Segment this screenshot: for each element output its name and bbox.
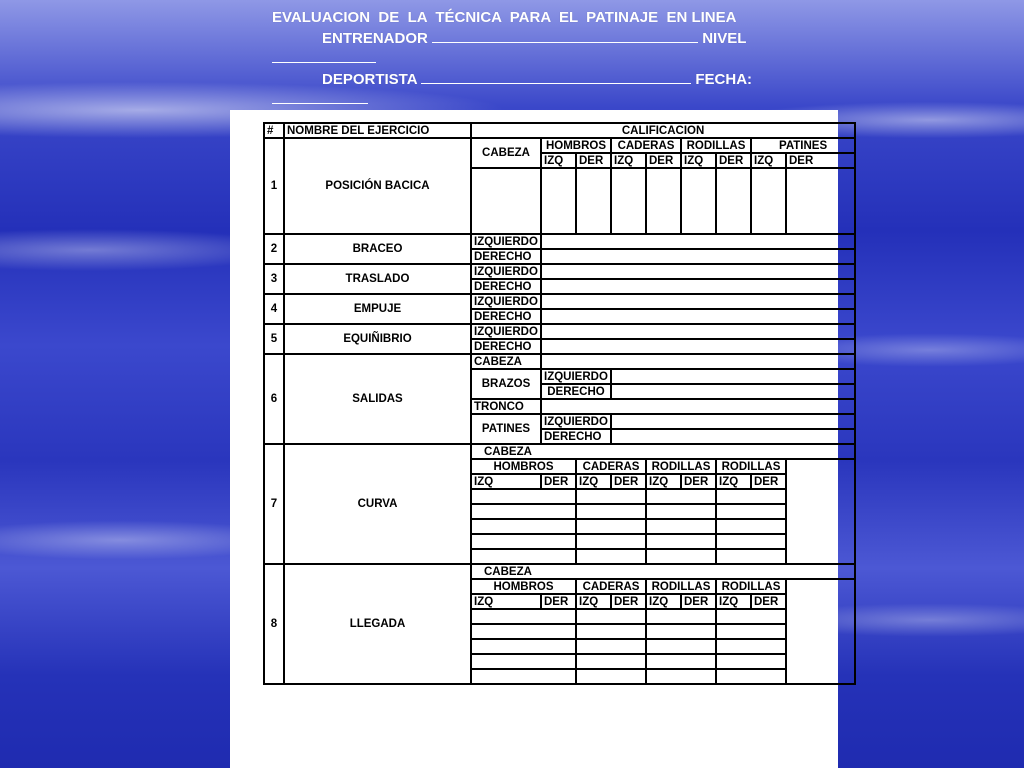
score-cell[interactable]	[716, 489, 786, 504]
score-cell[interactable]	[471, 519, 576, 534]
ex8-right-3: DER	[681, 594, 716, 609]
ex7-right-2: DER	[611, 474, 646, 489]
exercise-8-name: LLEGADA	[284, 564, 471, 684]
score-cell[interactable]	[576, 168, 611, 234]
score-cell[interactable]	[646, 549, 716, 564]
exercise-4-name: EMPUJE	[284, 294, 471, 324]
athlete-line	[272, 69, 812, 90]
ex1-skates-left: IZQ	[751, 153, 786, 168]
ex3-right-score[interactable]	[541, 279, 855, 294]
score-cell[interactable]	[576, 504, 646, 519]
score-cell[interactable]	[576, 489, 646, 504]
ex7-right-3: DER	[681, 474, 716, 489]
score-cell[interactable]	[576, 609, 646, 624]
exercise-5-number: 5	[264, 324, 284, 354]
score-cell[interactable]	[576, 624, 646, 639]
score-cell[interactable]	[576, 669, 646, 684]
score-cell[interactable]	[576, 519, 646, 534]
ex3-left-label: IZQUIERDO	[471, 264, 541, 279]
ex8-left-3: IZQ	[646, 594, 681, 609]
ex8-knees2-label: RODILLAS	[716, 579, 786, 594]
score-cell[interactable]	[786, 168, 855, 234]
score-cell[interactable]	[576, 549, 646, 564]
score-cell[interactable]	[646, 534, 716, 549]
col-score-header: CALIFICACION	[471, 123, 855, 138]
ex8-left-2: IZQ	[576, 594, 611, 609]
ex7-left-2: IZQ	[576, 474, 611, 489]
exercise-2-name: BRACEO	[284, 234, 471, 264]
score-cell[interactable]	[471, 549, 576, 564]
score-cell[interactable]	[471, 534, 576, 549]
exercise-4-number: 4	[264, 294, 284, 324]
ex6-skates-left-score[interactable]	[611, 414, 855, 429]
ex2-right-score[interactable]	[541, 249, 855, 264]
level-label: NIVEL	[702, 29, 747, 47]
score-cell[interactable]	[716, 624, 786, 639]
ex7-right-1: DER	[541, 474, 576, 489]
score-cell[interactable]	[716, 168, 751, 234]
date-blank[interactable]	[272, 89, 368, 104]
ex6-arms-label: BRAZOS	[471, 369, 541, 399]
ex8-head-label: CABEZA	[471, 564, 855, 579]
score-cell[interactable]	[716, 654, 786, 669]
ex3-left-score[interactable]	[541, 264, 855, 279]
exercise-8-number: 8	[264, 564, 284, 684]
ex1-knees-right: DER	[716, 153, 751, 168]
ex7-knees-label: RODILLAS	[646, 459, 716, 474]
score-cell[interactable]	[576, 654, 646, 669]
evaluation-table	[263, 122, 856, 685]
score-cell[interactable]	[541, 168, 576, 234]
exercise-6-number: 6	[264, 354, 284, 444]
level-line	[272, 48, 812, 69]
ex8-knees-label: RODILLAS	[646, 579, 716, 594]
score-cell[interactable]	[716, 669, 786, 684]
evaluation-sheet	[230, 110, 838, 768]
ex4-right-label: DERECHO	[471, 309, 541, 324]
ex4-left-label: IZQUIERDO	[471, 294, 541, 309]
ex6-head-label: CABEZA	[471, 354, 541, 369]
ex8-shoulders-label: HOMBROS	[471, 579, 576, 594]
ex6-trunk-label: TRONCO	[471, 399, 541, 414]
ex5-right-label: DERECHO	[471, 339, 541, 354]
coach-blank[interactable]	[432, 28, 698, 43]
exercise-1-name: POSICIÓN BACICA	[284, 138, 471, 234]
ex1-skates-right: DER	[786, 153, 855, 168]
ex6-head-score[interactable]	[541, 354, 855, 369]
ex8-empty-area	[786, 579, 855, 684]
ex5-left-score[interactable]	[541, 324, 855, 339]
score-cell[interactable]	[646, 609, 716, 624]
ex1-skates-label: PATINES	[751, 138, 855, 153]
score-cell[interactable]	[471, 504, 576, 519]
level-blank[interactable]	[272, 48, 376, 63]
score-cell[interactable]	[471, 654, 576, 669]
score-cell[interactable]	[716, 534, 786, 549]
ex8-left-4: IZQ	[716, 594, 751, 609]
ex1-head-score[interactable]	[471, 168, 541, 234]
col-number-header: #	[264, 123, 284, 138]
ex5-left-label: IZQUIERDO	[471, 324, 541, 339]
ex1-knees-label: RODILLAS	[681, 138, 751, 153]
ex6-arms-left-label: IZQUIERDO	[541, 369, 611, 384]
ex6-arms-right-label: DERECHO	[541, 384, 611, 399]
ex7-shoulders-label: HOMBROS	[471, 459, 576, 474]
score-cell[interactable]	[646, 654, 716, 669]
score-cell[interactable]	[611, 168, 646, 234]
ex6-trunk-score[interactable]	[541, 399, 855, 414]
exercise-5-name: EQUIÑIBRIO	[284, 324, 471, 354]
exercise-3-number: 3	[264, 264, 284, 294]
ex7-head-label: CABEZA	[471, 444, 855, 459]
score-cell[interactable]	[646, 669, 716, 684]
ex4-left-score[interactable]	[541, 294, 855, 309]
ex2-left-label: IZQUIERDO	[471, 234, 541, 249]
exercise-3-name: TRASLADO	[284, 264, 471, 294]
score-cell[interactable]	[681, 168, 716, 234]
ex8-hips-label: CADERAS	[576, 579, 646, 594]
score-cell[interactable]	[576, 639, 646, 654]
ex7-empty-area	[786, 459, 855, 564]
ex7-left-4: IZQ	[716, 474, 751, 489]
ex1-knees-left: IZQ	[681, 153, 716, 168]
ex1-shoulders-label: HOMBROS	[541, 138, 611, 153]
date-label: FECHA:	[695, 70, 753, 88]
ex7-knees2-label: RODILLAS	[716, 459, 786, 474]
score-cell[interactable]	[716, 549, 786, 564]
ex1-hips-label: CADERAS	[611, 138, 681, 153]
score-cell[interactable]	[471, 609, 576, 624]
score-cell[interactable]	[751, 168, 786, 234]
ex7-hips-label: CADERAS	[576, 459, 646, 474]
ex1-head-label: CABEZA	[471, 138, 541, 168]
score-cell[interactable]	[716, 519, 786, 534]
ex7-right-4: DER	[751, 474, 786, 489]
athlete-blank[interactable]	[421, 69, 691, 84]
exercise-6-name: SALIDAS	[284, 354, 471, 444]
ex1-shoulders-right: DER	[576, 153, 611, 168]
exercise-1-number: 1	[264, 138, 284, 234]
ex4-right-score[interactable]	[541, 309, 855, 324]
ex8-right-4: DER	[751, 594, 786, 609]
form-title: EVALUACION DE LA TÉCNICA PARA EL PATINAJE EN LINEA	[272, 9, 737, 26]
ex6-skates-right-label: DERECHO	[541, 429, 611, 444]
ex7-left-3: IZQ	[646, 474, 681, 489]
ex3-right-label: DERECHO	[471, 279, 541, 294]
ex6-arms-right-score[interactable]	[611, 384, 855, 399]
ex8-left-1: IZQ	[471, 594, 541, 609]
ex1-hips-left: IZQ	[611, 153, 646, 168]
exercise-2-number: 2	[264, 234, 284, 264]
ex5-right-score[interactable]	[541, 339, 855, 354]
ex8-right-1: DER	[541, 594, 576, 609]
ex6-skates-label: PATINES	[471, 414, 541, 444]
ex2-right-label: DERECHO	[471, 249, 541, 264]
ex6-arms-left-score[interactable]	[611, 369, 855, 384]
score-cell[interactable]	[646, 489, 716, 504]
score-cell[interactable]	[471, 639, 576, 654]
ex6-skates-right-score[interactable]	[611, 429, 855, 444]
score-cell[interactable]	[716, 504, 786, 519]
score-cell[interactable]	[646, 624, 716, 639]
ex1-hips-right: DER	[646, 153, 681, 168]
ex8-right-2: DER	[611, 594, 646, 609]
score-cell[interactable]	[646, 504, 716, 519]
ex2-left-score[interactable]	[541, 234, 855, 249]
score-cell[interactable]	[471, 669, 576, 684]
athlete-label: DEPORTISTA	[322, 70, 418, 88]
col-exercise-header: NOMBRE DEL EJERCICIO	[284, 123, 471, 138]
score-cell[interactable]	[646, 168, 681, 234]
score-cell[interactable]	[646, 639, 716, 654]
score-cell[interactable]	[646, 519, 716, 534]
ex1-shoulders-left: IZQ	[541, 153, 576, 168]
exercise-7-number: 7	[264, 444, 284, 564]
score-cell[interactable]	[471, 624, 576, 639]
date-line	[272, 89, 812, 110]
document-header	[272, 8, 812, 110]
score-cell[interactable]	[471, 489, 576, 504]
coach-label: ENTRENADOR	[322, 29, 428, 47]
score-cell[interactable]	[576, 534, 646, 549]
ex7-left-1: IZQ	[471, 474, 541, 489]
exercise-7-name: CURVA	[284, 444, 471, 564]
ex6-skates-left-label: IZQUIERDO	[541, 414, 611, 429]
coach-line	[272, 28, 812, 49]
score-cell[interactable]	[716, 639, 786, 654]
score-cell[interactable]	[716, 609, 786, 624]
